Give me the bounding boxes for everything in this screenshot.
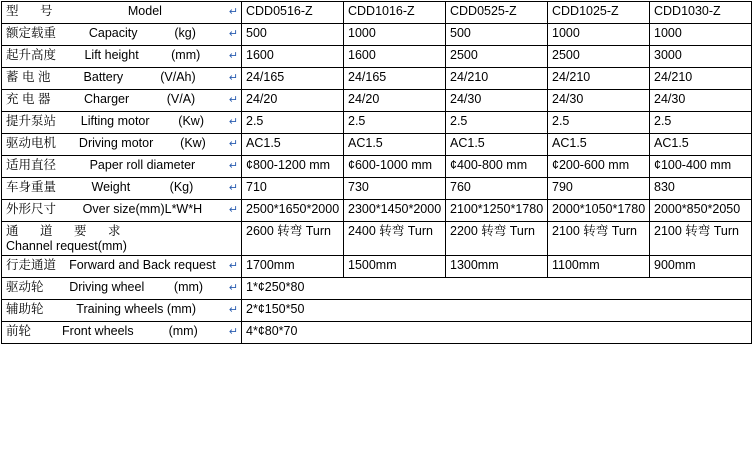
column-header-2: CDD0525-Z [446,2,548,24]
table-row [2,90,752,112]
row-label-unit: (Kg) [169,180,194,194]
cell-value: 2500*1650*2000 [242,200,344,222]
pilcrow-icon: ↵ [228,281,238,294]
cell-value: 790 [548,178,650,200]
cell-value: 3000 [650,46,752,68]
row-label-cjk: 额定载重 [6,26,57,40]
table-row [2,112,752,134]
specification-table [1,1,752,344]
row-label-cjk: 驱动轮 [6,280,44,294]
row-label-lift-height [2,46,242,68]
row-label-over-size [2,200,242,222]
row-label-en: Driving wheel [69,280,145,294]
cell-value: ¢200-600 mm [548,156,650,178]
row-label-charger [2,90,242,112]
header-label-cell [2,2,242,24]
cell-value: 1600 [344,46,446,68]
row-label-unit: (mm) [171,48,201,62]
row-label-en: Driving motor [78,136,154,150]
cell-value: 2500 [548,46,650,68]
row-label-en: Channel request(mm) [6,239,127,253]
column-header-1: CDD1016-Z [344,2,446,24]
column-header-3: CDD1025-Z [548,2,650,24]
pilcrow-icon: ↵ [228,203,238,216]
cell-value: 24/210 [548,68,650,90]
row-label-paper-roll-diameter [2,156,242,178]
cell-value: 1100mm [548,256,650,278]
table-row [2,256,752,278]
table-body [2,2,752,344]
row-label-cjk: 适用直径 [6,158,57,172]
row-label-unit: (V/Ah) [160,70,196,84]
cell-value: 730 [344,178,446,200]
cell-value: 1700mm [242,256,344,278]
cell-value: 24/30 [446,90,548,112]
table-row [2,222,752,256]
table-row [2,178,752,200]
cell-value: 1300mm [446,256,548,278]
row-label-lifting-motor [2,112,242,134]
cell-value: 2100*1250*1780 [446,200,548,222]
cell-value: 24/30 [548,90,650,112]
row-label-cjk: 驱动电机 [6,136,57,150]
table-row [2,156,752,178]
row-label-forward-back-request [2,256,242,278]
cell-value: 2.5 [446,112,548,134]
row-label-front-wheels [2,322,242,344]
row-label-cjk: 前轮 [6,324,32,338]
row-label-en: Paper roll diameter [89,158,196,172]
cell-value: AC1.5 [446,134,548,156]
cell-value: 2400 转弯 Turn [344,222,446,256]
row-label-en: Training wheels (mm) [76,302,196,316]
table-row [2,24,752,46]
header-label-cjk: 型 号 [6,4,58,18]
cell-value: 2300*1450*2000 [344,200,446,222]
row-label-training-wheels [2,300,242,322]
cell-value: 500 [242,24,344,46]
row-label-unit: (mm) [173,280,204,294]
table-row [2,300,752,322]
pilcrow-icon: ↵ [228,181,238,194]
cell-value-span: 4*¢80*70 [242,322,752,344]
cell-value: 24/20 [242,90,344,112]
table-row [2,134,752,156]
cell-value: 2000*1050*1780 [548,200,650,222]
row-label-channel-request [2,222,242,256]
table-header-row [2,2,752,24]
row-label-en: Charger [84,92,130,106]
column-header-4: CDD1030-Z [650,2,752,24]
cell-value: ¢400-800 mm [446,156,548,178]
cell-value: AC1.5 [242,134,344,156]
row-label-weight [2,178,242,200]
cell-value: 24/30 [650,90,752,112]
row-label-capacity [2,24,242,46]
cell-value: ¢100-400 mm [650,156,752,178]
table-row [2,278,752,300]
cell-value: 2100 转弯 Turn [650,222,752,256]
row-label-en: Forward and Back request [69,258,216,272]
cell-value: 1600 [242,46,344,68]
row-label-unit: (Kw) [180,136,206,150]
table-row [2,46,752,68]
cell-value: 830 [650,178,752,200]
row-label-driving-motor [2,134,242,156]
cell-value: 24/20 [344,90,446,112]
table-row [2,68,752,90]
row-label-unit: (kg) [174,26,196,40]
row-label-cjk: 车身重量 [6,180,57,194]
cell-value: ¢600-1000 mm [344,156,446,178]
cell-value: 760 [446,178,548,200]
cell-value: 1000 [344,24,446,46]
pilcrow-icon: ↵ [228,159,238,172]
cell-value-span: 2*¢150*50 [242,300,752,322]
row-label-cjk: 起升高度 [6,48,57,62]
cell-value: AC1.5 [548,134,650,156]
pilcrow-icon: ↵ [228,115,238,128]
cell-value: 2.5 [344,112,446,134]
row-label-en: Weight [91,180,131,194]
row-label-cjk: 通 道 要 求 [6,224,126,238]
cell-value: 500 [446,24,548,46]
cell-value: 2.5 [548,112,650,134]
column-header-0: CDD0516-Z [242,2,344,24]
cell-value: 1000 [650,24,752,46]
row-label-cjk: 行走通道 [6,258,57,272]
cell-value: 2000*850*2050 [650,200,752,222]
row-label-en: Capacity [88,26,138,40]
row-label-battery [2,68,242,90]
row-label-en: Battery [83,70,124,84]
header-label-en: Model [127,4,162,18]
cell-value: AC1.5 [650,134,752,156]
row-label-unit: (mm) [168,324,198,338]
pilcrow-icon: ↵ [228,71,238,84]
table-row [2,200,752,222]
row-label-cjk: 蓄 电 池 [6,70,51,84]
row-label-unit: (V/A) [166,92,196,106]
cell-value: 2500 [446,46,548,68]
pilcrow-icon: ↵ [228,5,238,18]
cell-value: 1000 [548,24,650,46]
pilcrow-icon: ↵ [228,325,238,338]
row-label-en: Lifting motor [80,114,150,128]
row-label-cjk: 充 电 器 [6,92,51,106]
cell-value: 1500mm [344,256,446,278]
cell-value: 2600 转弯 Turn [242,222,344,256]
cell-value: 24/210 [650,68,752,90]
cell-value: 24/165 [242,68,344,90]
cell-value: 24/165 [344,68,446,90]
cell-value: 24/210 [446,68,548,90]
row-label-driving-wheel [2,278,242,300]
cell-value-span: 1*¢250*80 [242,278,752,300]
row-label-en: Front wheels [62,324,134,338]
cell-value: 710 [242,178,344,200]
row-label-cjk: 提升泵站 [6,114,57,128]
row-label-cjk: 辅助轮 [6,302,44,316]
table-row [2,322,752,344]
cell-value: 2.5 [650,112,752,134]
cell-value: 2100 转弯 Turn [548,222,650,256]
pilcrow-icon: ↵ [228,137,238,150]
cell-value: ¢800-1200 mm [242,156,344,178]
pilcrow-icon: ↵ [228,93,238,106]
pilcrow-icon: ↵ [228,27,238,40]
cell-value: AC1.5 [344,134,446,156]
row-label-en: Over size(mm)L*W*H [82,202,203,216]
row-label-en: Lift height [84,48,139,62]
cell-value: 2200 转弯 Turn [446,222,548,256]
pilcrow-icon: ↵ [228,303,238,316]
row-label-unit: (Kw) [178,114,204,128]
pilcrow-icon: ↵ [228,49,238,62]
cell-value: 900mm [650,256,752,278]
row-label-cjk: 外形尺寸 [6,202,57,216]
pilcrow-icon: ↵ [228,259,238,272]
cell-value: 2.5 [242,112,344,134]
